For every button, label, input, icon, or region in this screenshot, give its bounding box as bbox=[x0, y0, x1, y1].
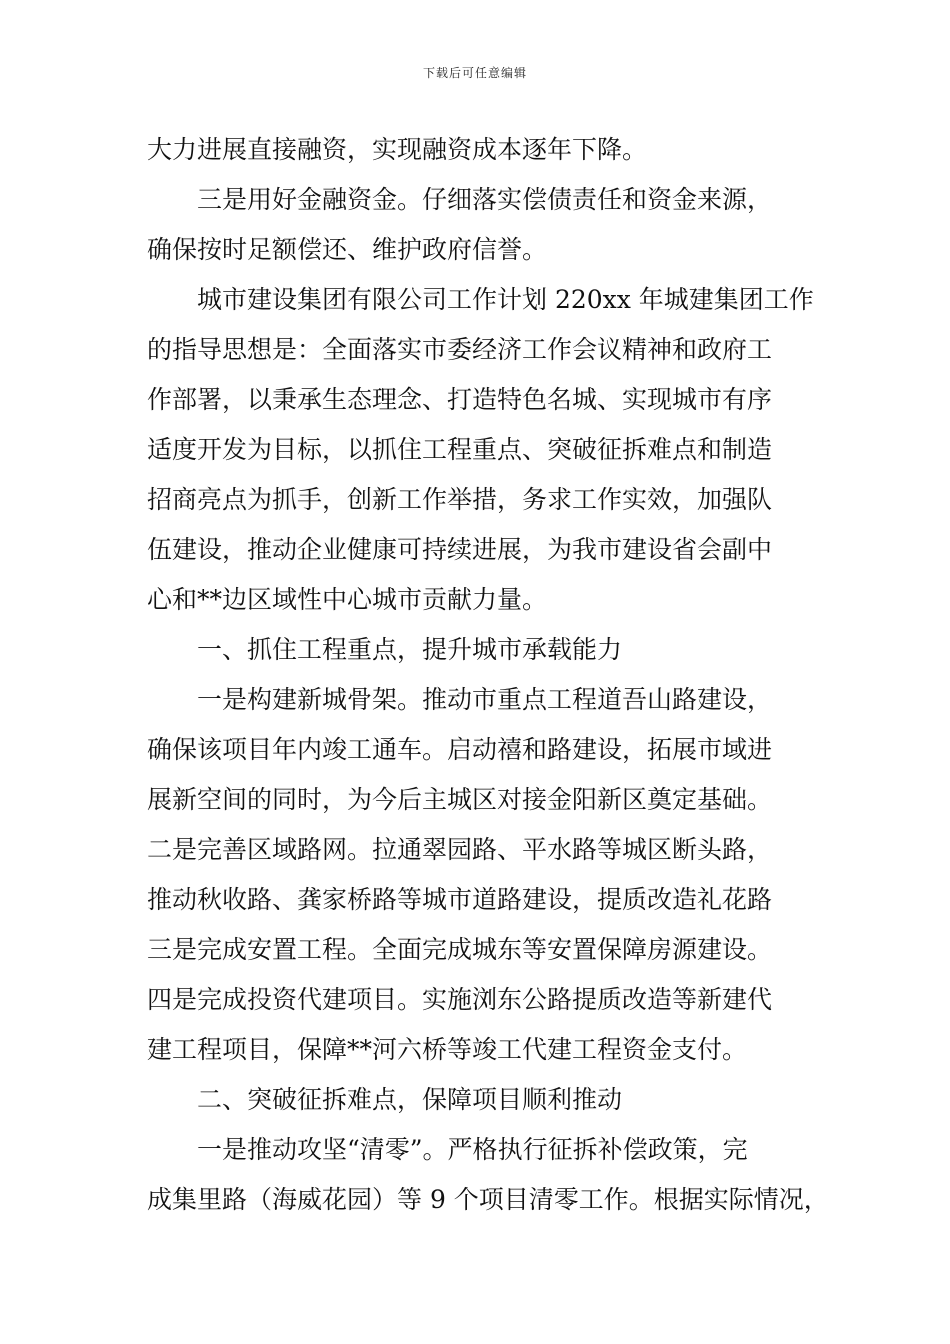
text-line: 推动秋收路、龚家桥路等城市道路建设，提质改造礼花路 bbox=[147, 885, 773, 914]
text-line: 建工程项目，保障**河六桥等竣工代建工程资金支付。 bbox=[147, 1035, 748, 1064]
text-line: 一是推动攻坚“清零”。严格执行征拆补偿政策，完 bbox=[197, 1135, 748, 1164]
text-line: 二是完善区域路网。拉通翠园路、平水路等城区断头路， bbox=[147, 835, 773, 864]
page-header-note: 下载后可任意编辑 bbox=[422, 66, 527, 80]
document-body bbox=[147, 125, 837, 1225]
text-line: 适度开发为目标，以抓住工程重点、突破征拆难点和制造 bbox=[147, 435, 773, 464]
text-line: 伍建设，推动企业健康可持续进展，为我市建设省会副中 bbox=[147, 535, 773, 564]
text-line: 展新空间的同时，为今后主城区对接金阳新区奠定基础。 bbox=[147, 785, 773, 814]
paragraph-title-line: 城市建设集团有限公司工作计划 220xx 年城建集团工作 bbox=[197, 285, 814, 314]
text-line: 一是构建新城骨架。推动市重点工程道吾山路建设， bbox=[197, 685, 773, 714]
text-line: 作部署，以秉承生态理念、打造特色名城、实现城市有序 bbox=[147, 385, 773, 414]
text-line: 招商亮点为抓手，创新工作举措，务求工作实效，加强队 bbox=[147, 485, 773, 514]
text-line: 确保按时足额偿还、维护政府信誉。 bbox=[147, 235, 548, 264]
text-line: 三是完成安置工程。全面完成城东等安置保障房源建设。 bbox=[147, 935, 773, 964]
text-line: 三是用好金融资金。仔细落实偿债责任和资金来源， bbox=[197, 185, 773, 214]
text-line: 的指导思想是：全面落实市委经济工作会议精神和政府工 bbox=[147, 335, 773, 364]
section-heading: 一、抓住工程重点，提升城市承载能力 bbox=[197, 635, 623, 664]
text-line: 心和**边区域性中心城市贡献力量。 bbox=[147, 585, 548, 614]
text-line: 四是完成投资代建项目。实施浏东公路提质改造等新建代 bbox=[147, 985, 773, 1014]
text-line: 成集里路（海威花园）等 9 个项目清零工作。根据实际情况， bbox=[147, 1185, 829, 1214]
section-heading: 二、突破征拆难点，保障项目顺利推动 bbox=[197, 1085, 623, 1114]
text-line: 确保该项目年内竣工通车。启动禧和路建设，拓展市域进 bbox=[147, 735, 773, 764]
text-line: 大力进展直接融资，实现融资成本逐年下降。 bbox=[147, 135, 648, 164]
